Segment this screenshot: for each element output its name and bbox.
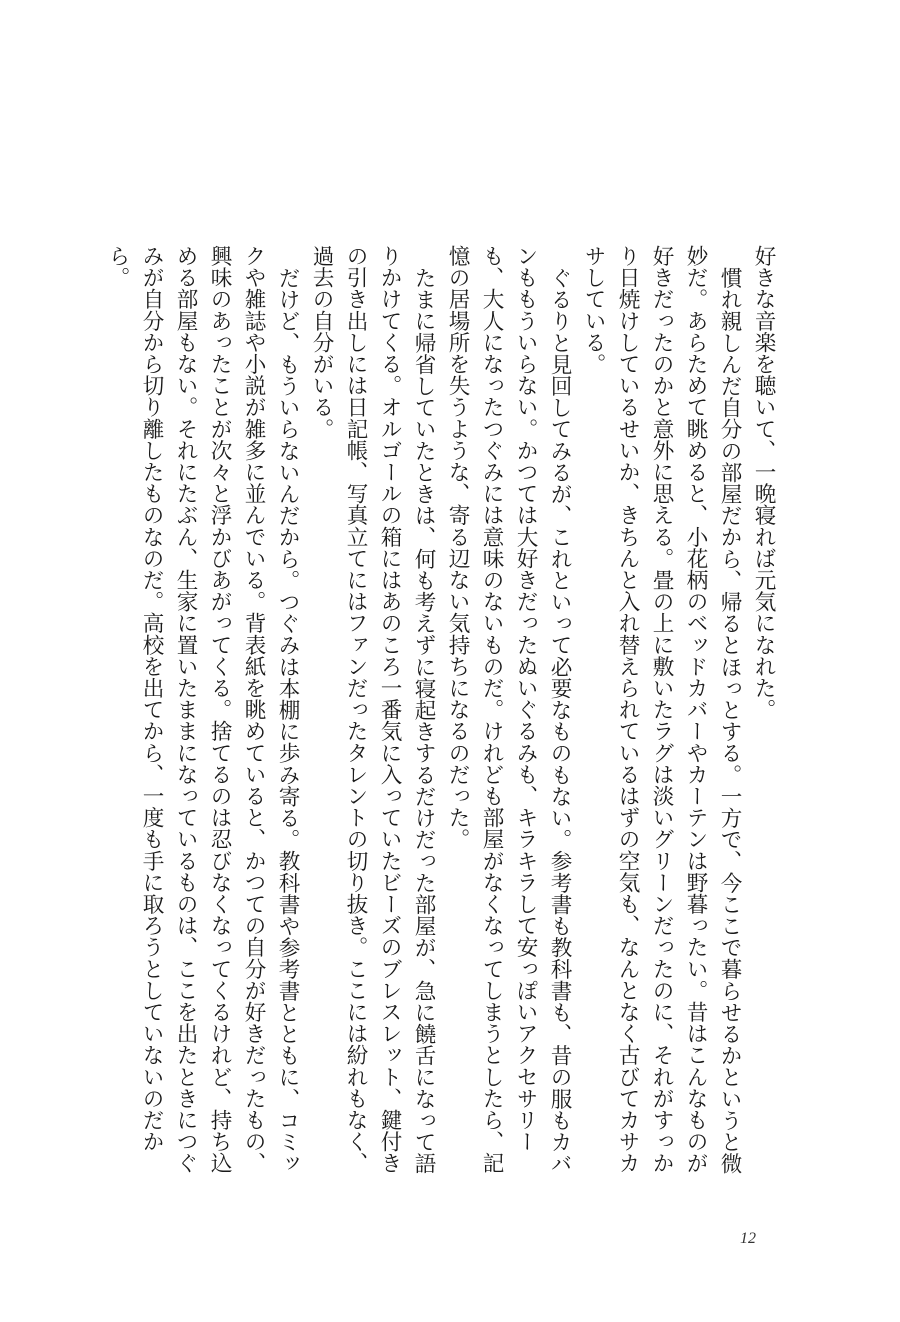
page-number: 12 — [740, 1230, 756, 1247]
paragraph-1: 好きな音楽を聴いて、一晩寝れば元気になれた。 — [751, 245, 776, 721]
paragraph-3: ぐるりと見回してみるが、これといって必要なものもない。参考書も教科書も、昔の服もカバンももういらない。かつては大好きだったぬいぐるみも、キラキラして安っぽいアクセサリーも、大人になったつぐみには意味のないものだ。けれども部屋がなくなってしまうとしたら、記憶の居場所を失うような、寄る辺ない気持ちになるのだった。 — [445, 245, 572, 1174]
body-text — [100, 245, 780, 1195]
paragraph-4: たまに帰省していたときは、何も考えずに寝起きするだけだった部屋が、急に饒舌になって語りかけてくる。オルゴールの箱にはあのころ一番気に入っていたビーズのブレスレット、鍵付きの引き出しには日記帳、写真立てにはファンだったタレントの切り抜き。ここには紛れもなく、過去の自分がいる。 — [309, 245, 436, 1174]
paragraph-5: だけど、もういらないんだから。つぐみは本棚に歩み寄る。教科書や参考書とともに、コミックや雑誌や小説が雑多に並んでいる。背表紙を眺めていると、かつての自分が好きだったもの、興味のあったことが次々と浮かびあがってくる。捨てるのは忍びなくなってくるけれど、持ち込める部屋もない。それにたぶん、生家に置いたままになっているものは、ここを出たときにつぐみが自分から切り離したものなのだ。高校を出てから、一度も手に取ろうとしていないのだから。 — [105, 245, 300, 1174]
paragraph-2: 慣れ親しんだ自分の部屋だから、帰るとほっとする。一方で、今ここで暮らせるかというと微妙だ。あらためて眺めると、小花柄のベッドカバーやカーテンは野暮ったい。昔はこんなものが好きだったのかと意外に思える。畳の上に敷いたラグは淡いグリーンだったのに、それがすっかり日焼けしているせいか、きちんと入れ替えられているはずの空気も、なんとなく古びてカサカサしている。 — [581, 245, 742, 1174]
